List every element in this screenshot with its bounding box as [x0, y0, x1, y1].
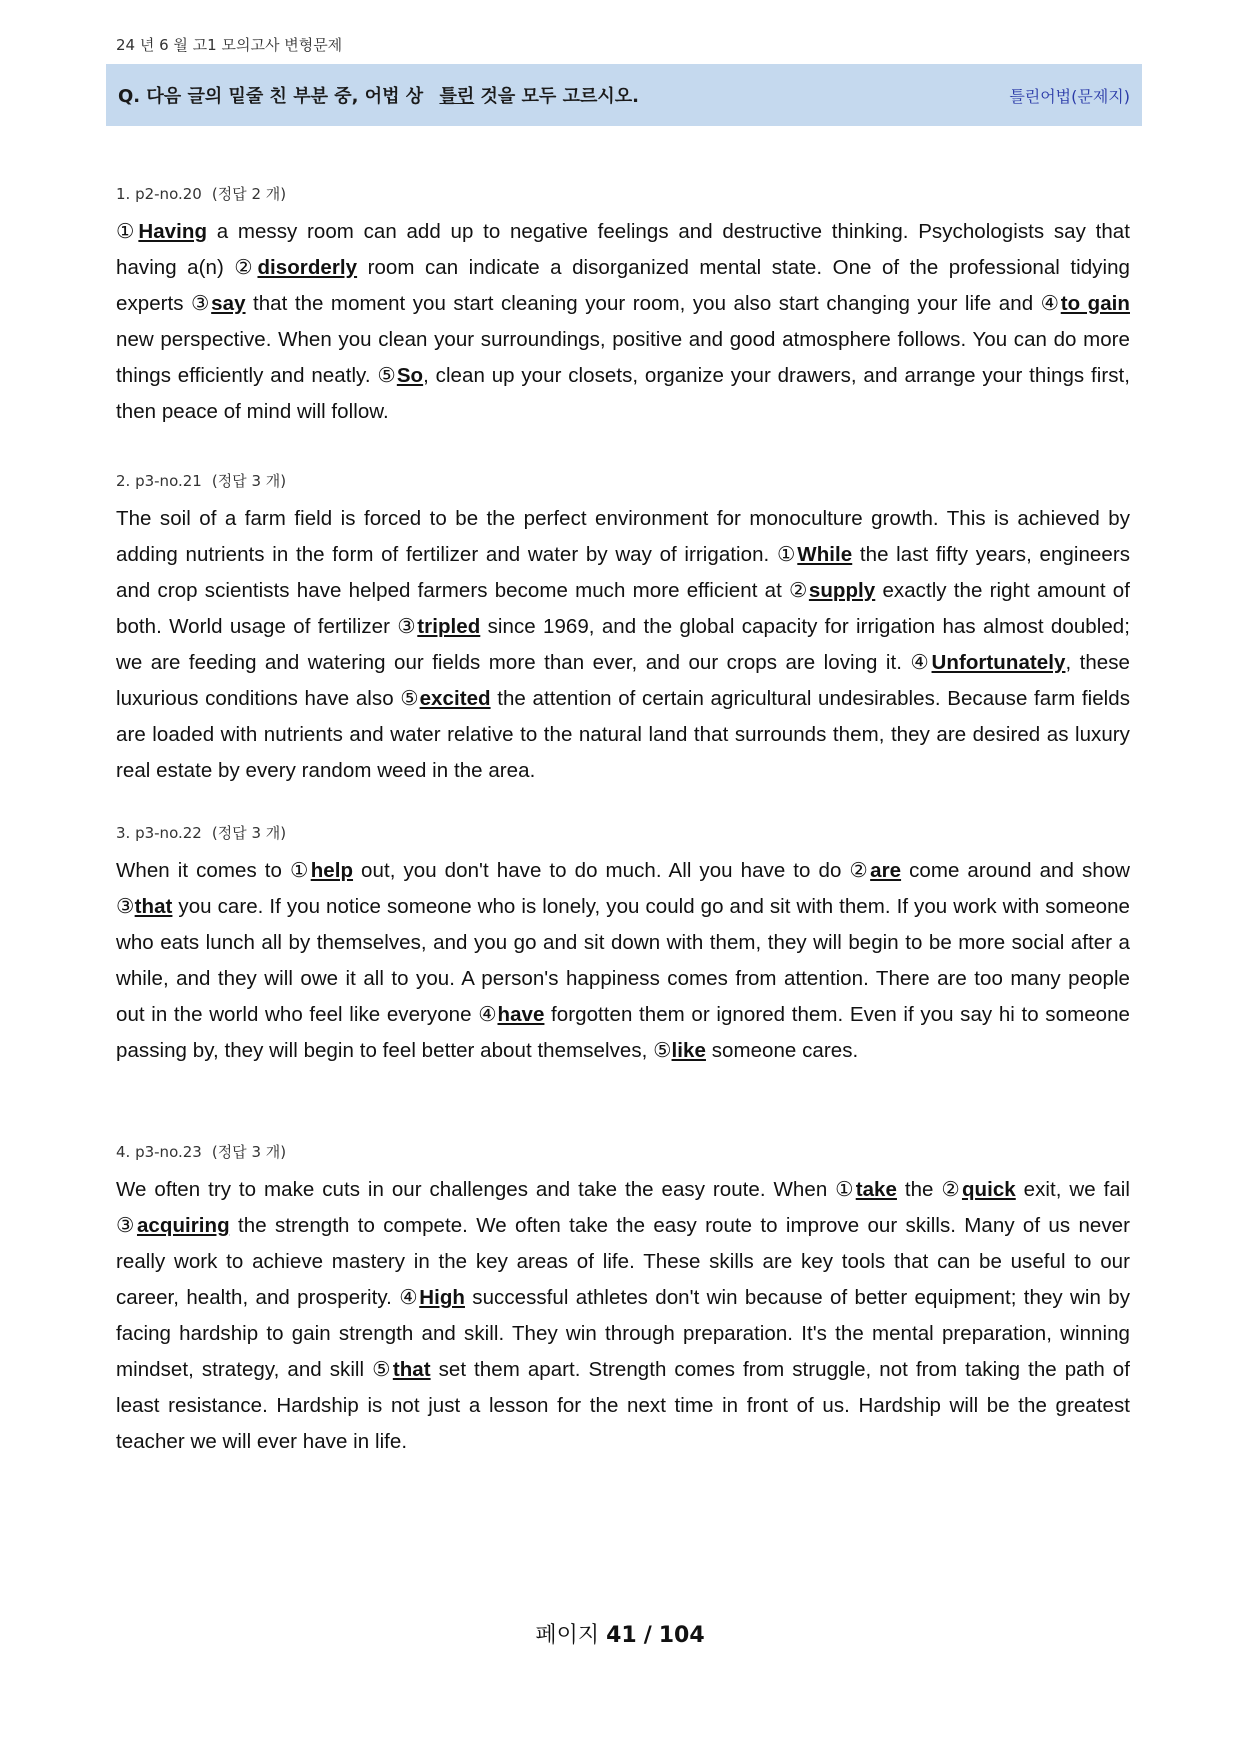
problem-4	[116, 1141, 1130, 1460]
passage-text: that the moment you start cleaning your room, you also start changing your life and ④	[245, 292, 1061, 315]
page-footer	[0, 1618, 1240, 1649]
underlined-choice: tripled	[417, 615, 481, 638]
page-total: 104	[658, 1623, 705, 1648]
underlined-choice: that	[392, 1358, 431, 1381]
passage-text: out, you don't have to do much. All you have to do ②	[353, 859, 871, 882]
problem-1	[116, 183, 1130, 430]
problem-number-label: 2. p3-no.21	[116, 472, 202, 490]
passage-text: , clean up your closets, organize your drawers, and arrange your things first, then peace of mind will follow.	[116, 364, 1130, 423]
passage-text: forgotten them or ignored them. Even if you say hi to someone passing by, they will begin to feel better about themselves, ⑤	[116, 1003, 1130, 1062]
problem-number-label: 3. p3-no.22	[116, 824, 202, 842]
problem-3	[116, 822, 1130, 1069]
problem-2	[116, 470, 1130, 789]
underlined-choice: that	[134, 895, 173, 918]
answer-count: (정답 3 개)	[211, 1143, 287, 1161]
underlined-choice: help	[310, 859, 354, 882]
passage-text: The soil of a farm field is forced to be the perfect environment for monoculture growth. This is achieved by adding nutrients in the form of fertilizer and water by way of irrigation. ①	[116, 507, 1130, 566]
problem-number-label: 1. p2-no.20	[116, 185, 202, 203]
passage-text: you care. If you notice someone who is lonely, you could go and sit with them. If you work with someone who eats lunch all by themselves, and you go and sit down with them, they will begin to be more social after a while, and they will owe it all to you. A person's happiness comes from attention. There are too many people out in the world who feel like everyone ④	[116, 895, 1130, 1026]
question-banner	[106, 64, 1142, 126]
problem-header	[116, 183, 1130, 204]
underlined-choice: While	[797, 543, 853, 566]
underlined-choice: have	[497, 1003, 545, 1026]
question-title	[118, 82, 639, 108]
passage-text: When it comes to ①	[116, 859, 311, 882]
underlined-choice: disorderly	[257, 256, 358, 279]
passage-text: someone cares.	[705, 1039, 859, 1062]
problem-header	[116, 822, 1130, 843]
underlined-choice: say	[211, 292, 246, 315]
underlined-choice: like	[671, 1039, 706, 1062]
underlined-choice: Having	[138, 220, 208, 243]
underlined-choice: Unfortunately	[931, 651, 1066, 674]
problem-header	[116, 1141, 1130, 1162]
answer-count: (정답 3 개)	[211, 824, 287, 842]
passage-text: the ②	[896, 1178, 962, 1201]
underlined-choice: High	[419, 1286, 465, 1309]
problem-number-label: 4. p3-no.23	[116, 1143, 202, 1161]
problem-header	[116, 470, 1130, 491]
underlined-choice: acquiring	[136, 1214, 230, 1237]
passage-text: come around and show ③	[116, 859, 1130, 918]
problem-passage	[116, 1172, 1130, 1460]
passage-text: a messy room can add up to negative feelings and destructive thinking. Psychologists say that having a(n) ②	[116, 220, 1130, 279]
passage-text: successful athletes don't win because of better equipment; they win by facing hardship to gain strength and skill. They win through preparation. It's the mental preparation, winning mindset, strategy, and skill ⑤	[116, 1286, 1131, 1381]
question-prefix: Q. 다음 글의 밑줄 친 부분 중, 어법 상	[118, 86, 424, 107]
underlined-choice: take	[855, 1178, 897, 1201]
page-word: 페이지	[535, 1623, 600, 1648]
passage-text: room can indicate a disorganized mental state. One of the professional tidying experts ③	[116, 256, 1130, 315]
underlined-choice: supply	[808, 579, 876, 602]
page-separator: /	[643, 1623, 652, 1648]
page-header-label: 24 년 6 월 고1 모의고사 변형문제	[116, 36, 343, 54]
passage-text: the strength to compete. We often take the easy route to improve our skills. Many of us never really work to achieve mastery in the key areas of life. These skills are key tools that can be useful to our career, health, and prosperity. ④	[116, 1214, 1130, 1309]
passage-text: , these luxurious conditions have also ⑤	[116, 651, 1130, 710]
passage-text: since 1969, and the global capacity for irrigation has almost doubled; we are feeding and watering our fields more than ever, and our crops are loving it. ④	[116, 615, 1130, 674]
problem-passage	[116, 853, 1130, 1069]
passage-text: the last fifty years, engineers and crop scientists have helped farmers become much more efficient at ②	[116, 543, 1130, 602]
question-suffix: 것을 모두 고르시오.	[480, 86, 639, 107]
passage-text: ①	[116, 220, 139, 243]
passage-text: We often try to make cuts in our challenges and take the easy route. When ①	[116, 1178, 856, 1201]
answer-count: (정답 3 개)	[211, 472, 287, 490]
answer-count: (정답 2 개)	[211, 185, 287, 203]
worksheet-type-tag: 틀린어법(문제지)	[1009, 86, 1130, 106]
passage-text: the attention of certain agricultural undesirables. Because farm fields are loaded with nutrients and water relative to the natural land that surrounds them, they are desired as luxury real estate by every random weed in the area.	[116, 687, 1131, 782]
underlined-choice: to gain	[1060, 292, 1130, 315]
passage-text: exit, we fail ③	[116, 1178, 1130, 1237]
underlined-choice: are	[870, 859, 902, 882]
problem-passage	[116, 214, 1130, 430]
underlined-choice: excited	[419, 687, 491, 710]
passage-text: new perspective. When you clean your surroundings, positive and good atmosphere follows. You can do more things efficiently and neatly. ⑤	[116, 328, 1130, 387]
underlined-choice: quick	[961, 1178, 1016, 1201]
underlined-choice: So	[396, 364, 424, 387]
passage-text: exactly the right amount of both. World usage of fertilizer ③	[116, 579, 1130, 638]
passage-text: set them apart. Strength comes from struggle, not from taking the path of least resistance. Hardship is not just a lesson for the next time in front of us. Hardship will be the greatest teacher we will ever have in life.	[116, 1358, 1130, 1453]
page-current: 41	[606, 1623, 637, 1648]
problem-passage	[116, 501, 1130, 789]
question-underlined-word: 틀린	[439, 86, 475, 107]
